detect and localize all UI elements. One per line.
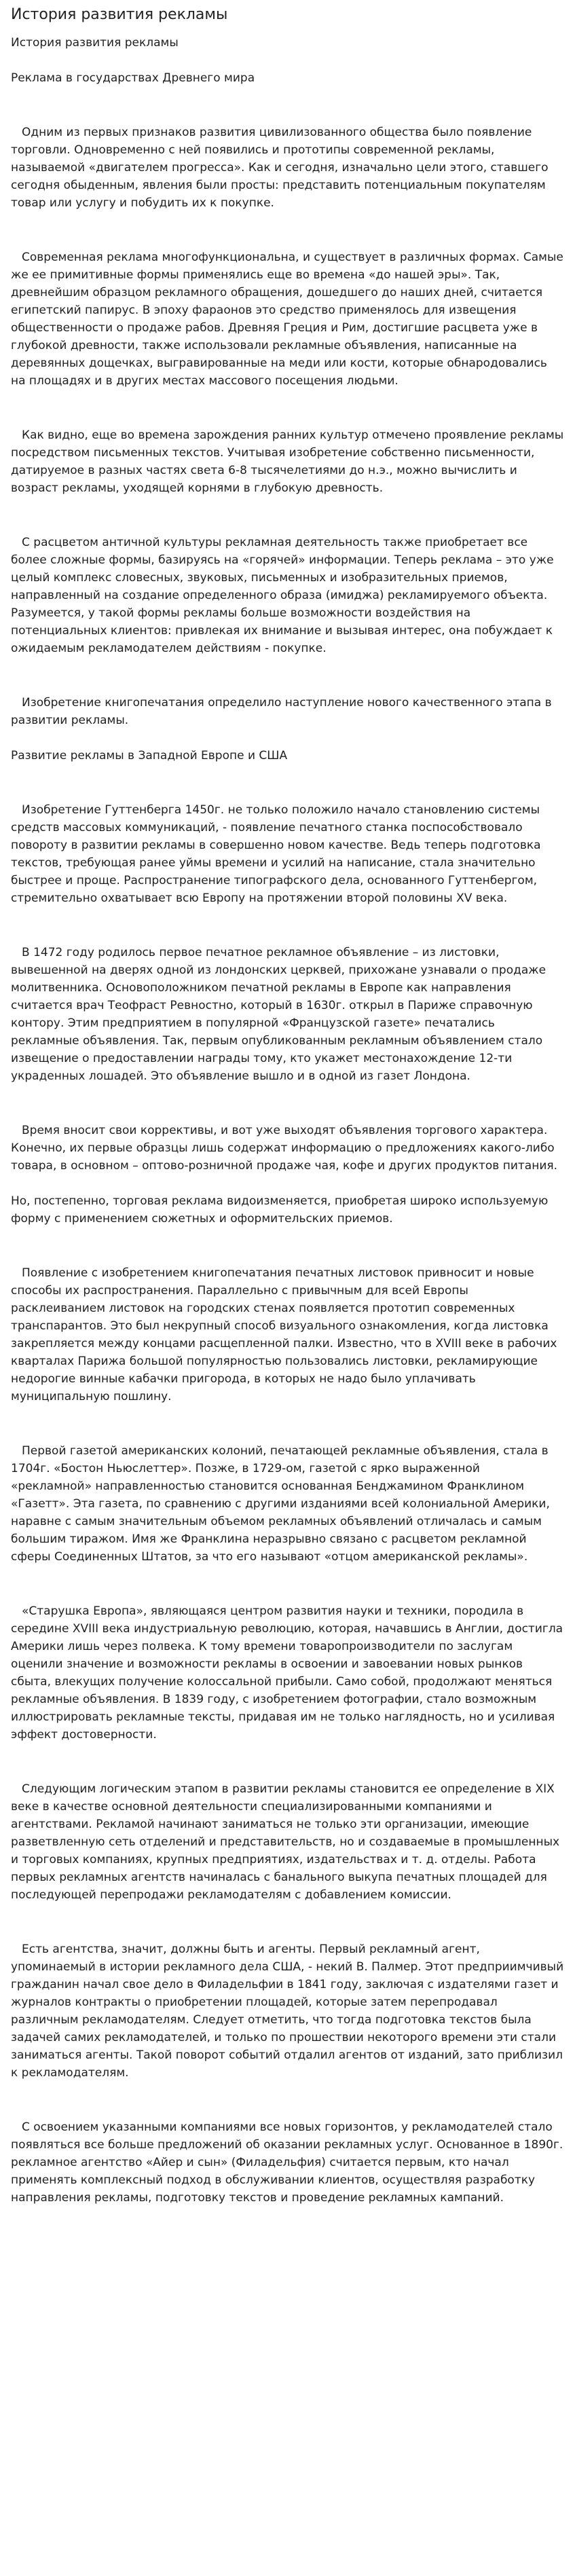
paragraph-5: Изобретение книгопечатания определило наступление нового качественного этапа в развитии рекламы. — [11, 696, 552, 727]
section-heading-ancient: Реклама в государствах Древнего мира — [11, 71, 255, 85]
paragraph-13: Есть агентства, значит, должны быть и агенты. Первый рекламный агент, упоминаемый в истории рекламного дела США, - некий В. Палмер. Этот предприимчивый гражданин начал свое дело в Филадельфии в 1841 году, заключая с издателями газет и журналов контракты о приобретении площадей, которые затем перепродавал различным рекламодателям. Следует отметить, что тогда подготовка текстов была задачей самих рекламодателей, и только по прошествии некоторого времени эти стали заниматься агенты. Такой поворот событий отдалил агентов от изданий, зато приблизил к рекламодателям. — [11, 1943, 564, 2080]
paragraph-12: Следующим логическим этапом в развитии рекламы становится ее определение в XIX веке в качестве основной деятельности специализированными компаниями и агентствами. Рекламой начинают заниматься не только эти организации, имеющие разветвленную сеть отделений и представительств, но и создаваемые в промышленных и торговых компаниях, крупных предприятиях, издательствах и т. д. отделы. Работа первых рекламных агентств начиналась с банального выкупа печатных площадей для последующей перепродажи рекламодателям с добавлением комиссии. — [11, 1782, 560, 1902]
paragraph-2: Современная реклама многофункциональна, и существует в различных формах. Самые же ее примитивные формы применялись еще во времена «до нашей эры». Так, древнейшим образцом рекламного обращения, дошедшего до наших дней, считается египетский папирус. В эпоху фараонов это средство применялось для извещения общественности о продаже рабов. Древняя Греция и Рим, достигшие расцвета уже в глубокой древности, также использовали рекламные объявления, написанные на деревянных дощечках, выгравированные на меди или кости, которые обнародовались на площадях и в других местах массового посещения людьми. — [11, 251, 563, 388]
paragraph-1: Одним из первых признаков развития цивилизованного общества было появление торговли. Одновременно с ней появились и прототипы современной рекламы, называемой «двигателем прогресса». Как и сегодня, изначально цели этого, ставшего сегодня обыденным, явления были просты: представить потенциальным покупателям товар или услугу и побудить их к покупке. — [11, 126, 549, 210]
paragraph-8a: Время вносит свои коррективы, и вот уже выходят объявления торгового характера. Конечно, их первые образцы лишь содержат информацию о предложениях какого-либо товара, в основном – оптово-розничной продаже чая, кофе и других продуктов питания. — [11, 1124, 558, 1173]
paragraph-11: «Старушка Европа», являющаяся центром развития науки и техники, породила в середине XVIII века индустриальную революцию, которая, начавшись в Англии, достигла Америки лишь через полвека. К тому времени товаропроизводители по заслугам оценили значение и возможности рекламы в освоении и завоевании новых рынков сбыта, влекущих получение колоссальной прибыли. Само собой, продолжают меняться рекламные объявления. В 1839 году, с изобретением фотографии, стало возможным иллюстрировать рекламные тексты, придавая им не только наглядность, но и усиливая эффект достоверности. — [11, 1604, 563, 1742]
paragraph-6: Изобретение Гуттенберга 1450г. не только положило начало становлению системы средств массовых коммуникаций, - появление печатного станка поспособствовало повороту в развитии рекламы в совершенно новом качестве. Ведь теперь подготовка текстов, требующая ранее уймы времени и усилий на написание, стала значительно быстрее и проще. Распространение типографского дела, основанного Гуттенбергом, стремительно охватывает всю Европу на протяжении второй половины XV века. — [11, 803, 541, 905]
paragraph-9: Появление с изобретением книгопечатания печатных листовок привносит и новые способы их распространения. Параллельно с привычным для всей Европы расклеиванием листовок на городских стенах появляется прототип современных транспарантов. Это был некрупный способ визуального ознакомления, когда листовка закрепляется между концами расщепленной палки. Известно, что в XVIII веке в рабочих кварталах Парижа большой популярностью пользовались листовки, рекламирующие недорогие винные кабачки пригорода, в которых не надо было уплачивать муниципальную пошлину. — [11, 1266, 557, 1403]
breadcrumb: История развития рекламы — [11, 36, 179, 50]
section-heading-western: Развитие рекламы в Западной Европе и США — [11, 749, 288, 762]
page-title: История развития рекламы — [11, 6, 228, 23]
paragraph-7: В 1472 году родилось первое печатное рекламное объявление – из листовки, вывешенной на дверях одной из лондонских церквей, прихожане узнавали о продаже молитвенника. Основоположником печатной рекламы в Европе как направления считается врач Теофраст Ревностно, который в 1630г. открыл в Париже справочную контору. Этим предприятием в популярной «Французской газете» печатались рекламные объявления. Так, первым опубликованным рекламным объявлением стало извещение о предоставлении награды тому, кто укажет местонахождение 12-ти украденных лошадей. Это объявление вышло и в одной из газет Лондона. — [11, 946, 546, 1083]
paragraph-4: С расцветом античной культуры рекламная деятельность также приобретает все более сложные формы, базируясь на «горячей» информации. Теперь реклама – это уже целый комплекс словесных, звуковых, письменных и изобразительных приемов, направленный на создание определенного образа (имиджа) рекламируемого объекта. Разумеется, у такой формы рекламы больше возможности воздействия на потенциальных клиентов: привлекая их внимание и вызывая интерес, она побуждает к ожидаемым рекламодателем действиям - покупке. — [11, 536, 554, 655]
paragraph-14: С освоением указанными компаниями все новых горизонтов, у рекламодателей стало появляться все больше предложений об оказании рекламных услуг. Основанное в 1890г. рекламное агентство «Айер и сын» (Филадельфия) считается первым, кто начал применять комплексный подход в обслуживании клиентов, осуществляя разработку направления рекламы, подготовку текстов и проведение рекламных кампаний. — [11, 2120, 563, 2205]
paragraph-8b: Но, постепенно, торговая реклама видоизменяется, приобретая широко используемую форму с применением сюжетных и оформительских приемов. — [11, 1194, 549, 1226]
paragraph-10: Первой газетой американских колоний, печатающей рекламные объявления, стала в 1704г. «Бостон Ньюслеттер». Позже, в 1729-ом, газетой с ярко выраженной «рекламной» направленностью становится основанная Бенджамином Франклином «Газетт». Эта газета, по сравнению с другими изданиями всей колониальной Америки, наравне с самым значительным объемом рекламных объявлений отличалась и самым большим тиражом. Имя же Франклина неразрывно связано с расцветом рекламной сферы Соединенных Штатов, за что его называют «отцом американской рекламы». — [11, 1444, 550, 1564]
paragraph-3: Как видно, еще во времена зарождения ранних культур отмечено проявление рекламы посредством письменных текстов. Учитывая изобретение собственно письменности, датируемое в разных частях света 6-8 тысячелетиями до н.э., можно вычислить и возраст рекламы, уходящей корнями в глубокую древность. — [11, 428, 564, 495]
